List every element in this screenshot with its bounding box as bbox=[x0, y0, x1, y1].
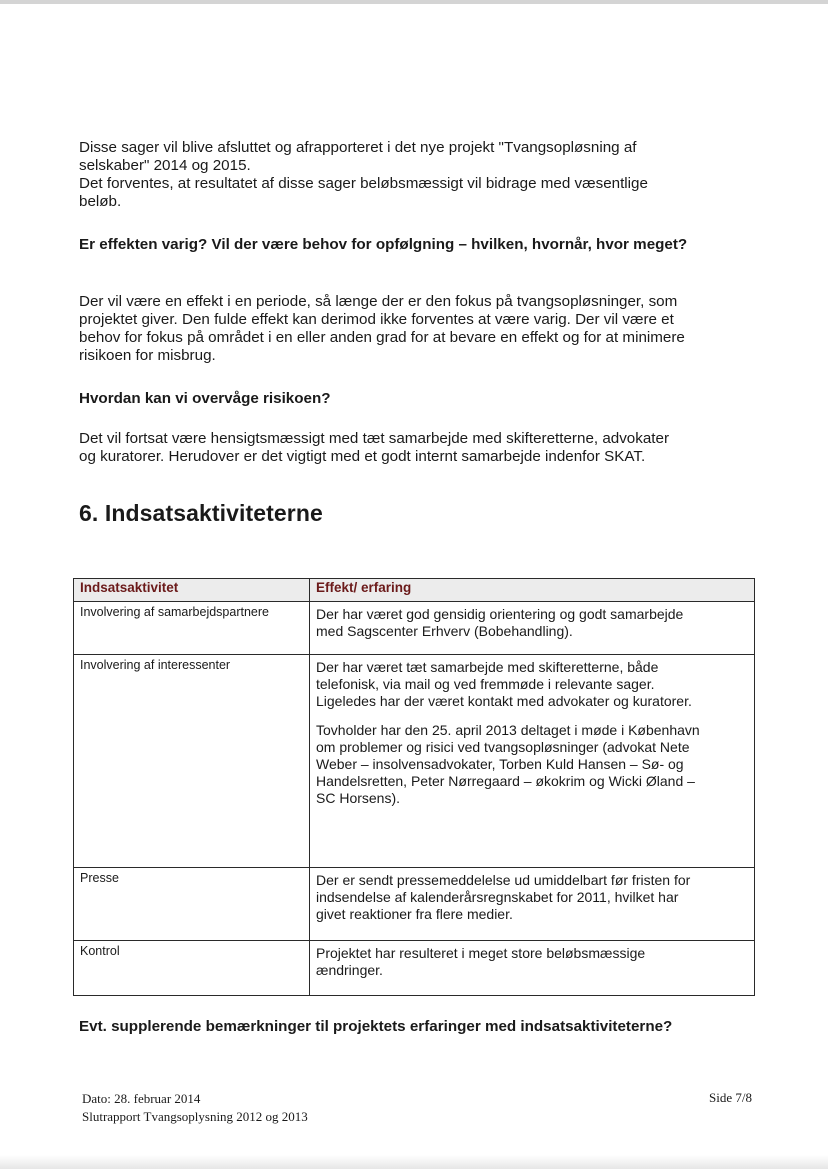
table-row bbox=[74, 868, 755, 941]
activity-cell: Involvering af interessenter bbox=[74, 655, 310, 868]
column-header-activity: Indsatsaktivitet bbox=[74, 579, 310, 602]
answer-effect-lasting: Der vil være en effekt i en periode, så længe der er den fokus på tvangsopløsninger, som projektet giver. Den fulde effekt kan derimod ikke forventes at være varig. Der vil være et behov for fokus på området i en eller anden grad for at bevare en effekt og for at minimere risikoen for misbrug. bbox=[79, 293, 685, 364]
activity-cell: Involvering af samarbejdspartnere bbox=[74, 602, 310, 655]
scan-top-edge bbox=[0, 0, 828, 4]
table-row bbox=[74, 941, 755, 996]
question-monitor-risk: Hvordan kan vi overvåge risikoen? bbox=[79, 390, 331, 407]
activities-table bbox=[73, 578, 755, 996]
question-supplementary: Evt. supplerende bemærkninger til projektets erfaringer med indsatsaktiviteterne? bbox=[79, 1018, 673, 1035]
question-effect-lasting: Er effekten varig? Vil der være behov for opfølgning – hvilken, hvornår, hvor meget? bbox=[79, 236, 688, 253]
effect-cell: Der har været god gensidig orientering og godt samarbejde med Sagscenter Erhverv (Bobehandling). bbox=[310, 602, 755, 655]
table-row bbox=[74, 655, 755, 868]
effect-cell: Projektet har resulteret i meget store beløbsmæssige ændringer. bbox=[310, 941, 755, 996]
scan-bottom-edge bbox=[0, 1155, 828, 1169]
answer-monitor-risk: Det vil fortsat være hensigtsmæssigt med tæt samarbejde med skifteretterne, advokater og kuratorer. Herudover er det vigtigt med et godt internt samarbejde indenfor SKAT. bbox=[79, 430, 670, 465]
footer bbox=[82, 1090, 308, 1126]
activity-cell: Presse bbox=[74, 868, 310, 941]
column-header-effect: Effekt/ erfaring bbox=[310, 579, 755, 602]
page-number: Side 7/8 bbox=[709, 1090, 752, 1105]
effect-cell: Der har været tæt samarbejde med skifteretterne, både telefonisk, via mail og ved fremmøde i relevante sager. Ligeledes har der været kontakt med advokater og kuratorer. Tovholder har den 25. april 2013 deltaget i møde i København om problemer og risici ved tvangsopløsninger (advokat Nete Weber – insolvensadvokater, Torben Kuld Hansen – Sø- og Handelsretten, Peter Nørregaard – økokrim og Wicki Øland – SC Horsens). bbox=[310, 655, 755, 868]
table-row bbox=[74, 602, 755, 655]
table-header-row bbox=[74, 579, 755, 602]
effect-cell: Der er sendt pressemeddelelse ud umiddelbart før fristen for indsendelse af kalenderårsregnskabet for 2011, hvilket har givet reaktioner fra flere medier. bbox=[310, 868, 755, 941]
footer-date: Dato: 28. februar 2014 bbox=[82, 1091, 201, 1106]
footer-title: Slutrapport Tvangsoplysning 2012 og 2013 bbox=[82, 1109, 308, 1124]
intro-paragraph: Disse sager vil blive afsluttet og afrapporteret i det nye projekt "Tvangsopløsning af selskaber" 2014 og 2015. Det forventes, at resultatet af disse sager beløbsmæssigt vil bidrage med væsentlige beløb. bbox=[79, 139, 648, 210]
activity-cell: Kontrol bbox=[74, 941, 310, 996]
section-heading: 6. Indsatsaktiviteterne bbox=[79, 500, 323, 526]
